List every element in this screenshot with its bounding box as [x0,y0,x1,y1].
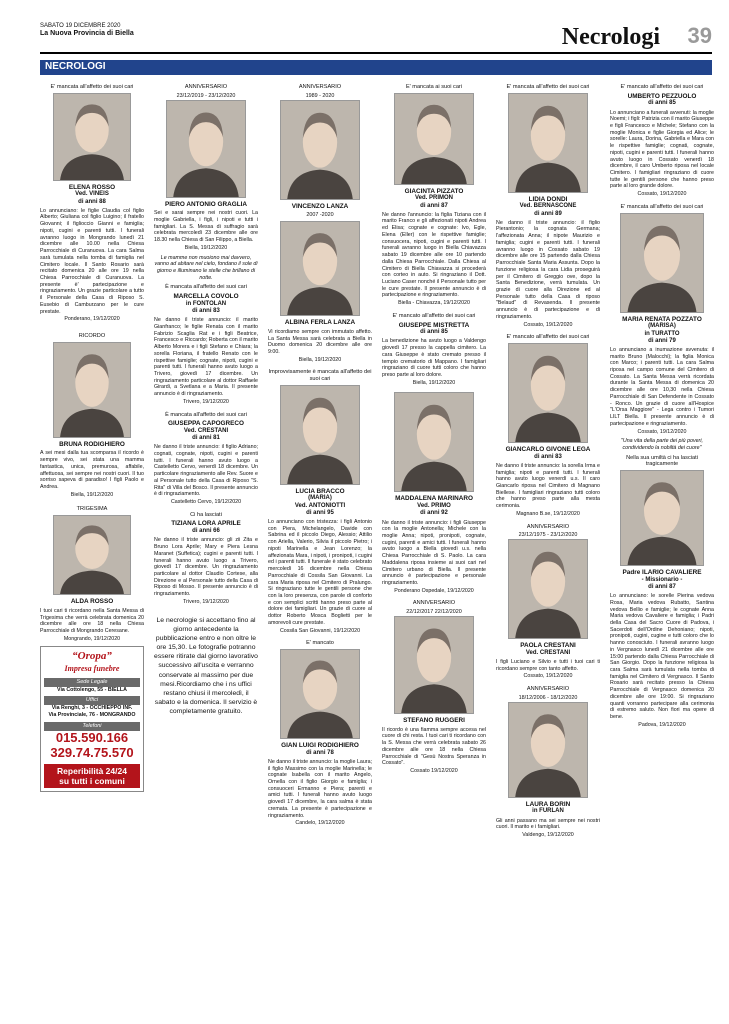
anniversary-dates: 2007 -2020 [306,212,334,219]
notice-text: Ne danno il triste annuncio: i figli Giuseppe con la moglie Antonella; Michele con la moglie Anna; nipoti, pronipoti, cognate, cugini, parenti e amici tutti. I funerali hanno avuto luogo a Biella giovedì u.s. nella Chiesa Parrocchiale di S. Paolo. La cara Maddalena riposa insieme ai suoi cari nel Cimitero urbano di Biella. Il presente annuncio è partecipazione e personale ringraziamento. [382,519,486,586]
anniversary-dates: 22/12/2017 22/12/2020 [406,609,462,616]
ad-address: Via Renghi, 3 - OCCHIEPPO INF. [51,705,133,712]
portrait-photo [508,702,588,798]
caption: Nella sua umiltà ci ha lasciati tragicamente [626,454,698,468]
caption: ANNIVERSARIO [526,686,570,693]
deceased-name: BRUNA RODIGHIERO [59,440,125,448]
deceased-name: STEFANO RUGGERI [403,716,465,724]
deceased-name: MADDALENA MARINARO [395,495,473,503]
caption: E' mancata all'affetto dei suoi cari [620,203,704,210]
deceased-age: di anni 81 [192,435,220,442]
caption: E' mancata all'affetto dei suoi cari [506,84,590,90]
column-4 [382,84,486,775]
section-band: NECROLOGI [40,60,712,75]
deceased-age: di anni 83 [534,453,562,460]
deceased-name: Padre ILARIO CAVALIERE [622,569,702,577]
notice-place-date: Ponderano, 19/12/2020 [64,316,120,323]
caption: ANNIVERSARIO [184,84,228,90]
deceased-name: PAOLA CRESTANI [520,642,576,650]
deceased-age: di anni 85 [648,100,676,107]
section-title: Necrologi [561,24,660,50]
deceased-name: GIAN LUIGI RODIGHIERO [281,741,359,749]
portrait-photo [620,470,704,566]
notice-text: Lo annunciano con tristezza: i figli Antonio con Piera, Michelangelo, Davide con Sabrina ed il piccolo Diego, Alessio; Attilio con Ariella, Valerio, Silvia il piccolo Pietro; i nipoti Marinella e Jean Lorenzo; la affezionata Mara, i nipoti, i pronipoti, i cugini ed i parenti tutti. Il funerale è stato celebrato mercoledì 16 dicembre nella Chiesa Parrocchiale di Cossila San Giovanni. La cara Maria riposa nel Cimitero di Pralungo. Si ringraziano tutte le gentili persone che con la loro presenza, con parole di conforto e con semplici scritti hanno preso parte al dolore dei famigliari. Un grazie di cuore al dottor Roberto Mosca Boglietti per le amorevoli cure prestate. [268,519,372,626]
deceased-subtitle: (MARIA) [308,495,332,502]
caption: E' mancata ai suoi cari [405,84,463,90]
column-5 [496,84,600,839]
notice-place-date: Cossato, 19/12/2020 [523,673,573,680]
notice-text: Gli anni passano ma sei sempre nei nostri cuori. Il marito e i famigliari. [496,817,600,831]
deceased-subtitle: Ved. BERNASCONE [519,203,577,210]
deceased-name: PIERO ANTONIO GRAGLIA [164,200,248,208]
column-3 [268,84,372,827]
deceased-name: TIZIANA LORA APRILE [171,520,241,528]
notice-place-date: Magnano B.se, 19/12/2020 [516,510,580,517]
notice-place-date: Mongrando, 19/12/2020 [63,635,121,642]
notice-text: Ne danno il triste annuncio: gli zii Zita e Bruno Lora Aprile; Mary e Piera Lesna Maranet (Suffetica); cugini e parenti tutti. I funerali hanno avuto luogo a Trivero, giovedì 17 dicembre. Un ringraziamento particolare al dottor Claudio Cortese, alla Direzione e al Personale tutto della Casa di Riposo di Mosso. Il presente annuncio è di ringraziamento. [154,537,258,598]
deceased-subtitle: Ved. CRESTANI [525,649,571,656]
deceased-age: di anni 83 [192,308,220,315]
notice-place-date: Cossato, 19/12/2020 [637,191,687,198]
ad-logo-subtitle: Impresa funebre [64,664,120,674]
deceased-name: LUCIA BRACCO [295,487,345,495]
page-number: 39 [687,23,712,48]
deceased-name: ALBINA FERLA LANZA [284,319,356,327]
portrait-photo [620,213,704,313]
newspaper-name: La Nuova Provincia di Biella [40,30,134,37]
notice-place-date: Biella, 19/12/2020 [298,356,342,363]
ad-heading: Telefoni [44,722,140,731]
deceased-age: di anni 95 [306,509,334,516]
page-header [40,20,712,54]
caption: ANNIVERSARIO [412,600,456,607]
portrait-photo [508,343,588,443]
deceased-subtitle: Ved. CRESTANI [183,427,229,434]
quote: "Una vita della parte dei più poveri, condividendo la nobiltà dei cuore" [621,438,703,451]
notice-place-date: Cossila San Giovanni, 19/12/2020 [279,627,361,634]
portrait-photo [508,539,588,639]
deceased-subtitle: - Missionario - [641,576,683,583]
deceased-name: GIANCARLO GIVONE LEGA [505,445,591,453]
issue-date: SABATO 19 DICEMBRE 2020 [40,23,121,29]
notice-text: Ne danno il triste annuncio: la moglie Laura; il figlio Massimo con la moglie Marinella; le cognate Isabella con il marito Angelo, Ornella con il figlio Giorgio e famiglia; i consuoceri Ermanno e Piera; parenti e amici tutti. I funerali hanno avuto luogo giovedì 17 dicembre, la cara salma è stata cremata. La presente è partecipazione e ringraziamento. [268,758,372,819]
deceased-name: GIUSEPPA CAPOGRECO [168,420,244,428]
notice-place-date: Cossato, 19/12/2020 [523,321,573,328]
notice-place-date: Biella, 19/12/2020 [70,491,114,498]
portrait-photo [394,392,474,492]
caption: Improvvisamente è mancata all'affetto dei suoi cari [268,369,372,383]
portrait-photo [53,515,131,595]
anniversary-dates: 23/12/2019 - 23/12/2020 [176,92,236,99]
notice-text: Sei e sarai sempre nei nostri cuori. La moglie Gabriella, i figli, i nipoti e tutti i famigliari. La S. Messa di suffragio sarà celebrata mercoledì 23 dicembre alle ore 18.30 nella Chiesa di San Filippo, a Biella. [154,210,258,244]
column-2 [154,84,258,716]
caption: RICORDO [78,332,106,339]
caption: ANNIVERSARIO [526,523,570,530]
notice-text: I figli Luciano e Silvio e tutti i tuoi cari ti ricordano sempre con tanto affetto. [496,659,600,672]
deceased-subtitle: in FONTOLAN [185,300,227,307]
notice-place-date: Biella, 19/12/2020 [184,244,228,251]
deceased-name: MARCELLA COVOLO [173,293,239,301]
notice-text: Lo annunciano a funerali avvenuti: la moglie Noemi; i figli: Patrizia con il marito Giuseppe e figli Francesco e Michele; Stefano con la moglie Monica e figlie Giorgia ed Alice; le sorelle: Laura, Dorina, Gabriella e Mara con le rispettive famiglie; cognati, cognate, nipoti, cugini e parenti tutti. I funerali hanno avuto luogo in Cossato venerdì 18 dicembre, il caro Umberto riposa nel locale Cimitero. I famigliari ringraziano di cuore tutte le gentili persone che hanno preso parte al loro grande dolore. [610,109,714,190]
ad-phone: 329.74.75.570 [50,744,134,760]
caption: TRIGESIMA [76,506,108,513]
deceased-age: di anni 85 [420,329,448,336]
deceased-subtitle: in FURLAN [532,808,564,815]
notice-text: Il ricordo è una fiamma sempre accesa nel cuore di chi resta. I tuoi cari ti ricordano con la S. Messa che verrà celebrata sabato 26 dicembre alle ore 18 nella Chiesa Parrocchiale di "Gesù Nostra Speranza in Cossato". [382,726,486,767]
portrait-photo [394,93,474,185]
column-6 [610,84,714,729]
portrait-photo [280,649,360,739]
deceased-name: ALDA ROSSO [70,598,114,606]
caption: E' mancata all'affetto dei suoi cari [50,84,134,90]
ad-heading: Sede Legale [44,678,140,687]
caption: Ci ha lasciati [190,511,222,518]
portrait-photo [394,616,474,714]
portrait-photo [508,93,588,193]
notice-text: Lo annunciano a inumazione avvenuta: il marito Bruno (Malocchi); la figlia Monica con Marco; i parenti tutti. La cara Salma riposa nel campo comune del Cimitero di Cossato. La Santa Messa verrà ricordata durante la Santa Messa di domenica 20 dicembre alle ore 10,30 nella Chiesa Parrocchiale di San Defendente in Cossato - Ronco. Un grazie di cuore all'Hospice "L'Orsa Maggiore" - Lega contro i Tumori LILT Biella. Il presente annuncio è di partecipazione e ringraziamento. [610,346,714,427]
notice-text: Ne danno il triste annuncio: il marito Gianfranco; le figlie Renata con il marito Fabrizio Scaglia Rat e i figli Beatrice, Francesco e Riccardo; Roberta con il marito Alberto Morera e i figli Stefano e Chiara; la sorella Floriana, il fratello Renato con le rispettive famiglie; cognate, nipoti, cugini e parenti tutti. I funerali hanno avuto luogo a Trivero, giovedì 17 dicembre. Un ringraziamento particolare al dottor Raffaele Girardi, a Svetlana e a Maria. Il presente annuncio è di ringraziamento. [154,317,258,398]
notice-place-date: Cossato 19/12/2020 [410,767,458,774]
notice-text: Ne danno l'annuncio: la figlia Tiziana con il marito Franco e gli affezionati nipoti Andrea ed Elisa; cognate e cognate: Ivo, Egle, Elena (Eller) con le rispettive famiglie; consuocera, nipoti, cugini e parenti tutti. I funerali avranno luogo in Biella Chiavazza sabato 19 dicembre alle ore 10 partendo dalla Chiesa Parrocchiale. Dalla Chiesa al Cimitero di Biella Chiavazza si procederà con corteo in auto. Si ringraziano il Dott. Luciano Caser nonché il Personale tutto per le cure prestate. Il presente annuncio è di partecipazione e ringraziamento. [382,211,486,299]
notice-place-date: Castelletto Cervo, 19/12/2020 [170,499,242,506]
deceased-name: GIUSEPPE MISTRETTA [398,321,470,329]
anniversary-dates: 18/12/2006 - 18/12/2020 [518,694,578,701]
deceased-subtitle: Ved. ANTONIOTTI [294,502,346,509]
quote: Le mamme non muoiono mai davvero, vanno ad abitare nel cielo, fondano il sole di giorno e illuminano le stelle che brillano di notte. [154,254,258,281]
notice-text: Ne danno il triste annuncio: la sorella Irma e famiglia; nipoti e parenti tutti. I funerali hanno avuto luogo venerdì u.s. Il caro Giancarlo riposa nel Cimitero di Magnano Biellese. I famigliari ringraziano tutti coloro che hanno preso parte alla mesta cerimonia. [496,462,600,510]
deceased-age: di anni 66 [192,528,220,535]
deceased-name: UMBERTO PEZZUOLO [627,92,697,100]
deceased-age: di anni 92 [420,510,448,517]
caption: E' mancato all'affetto dei suoi cari [506,334,590,341]
portrait-photo [280,221,360,316]
notice-place-date: Biella, 19/12/2020 [412,379,456,386]
deceased-age: di anni 89 [534,210,562,217]
notice-place-date: Padova, 19/12/2020 [638,721,686,728]
portrait-photo [53,342,131,438]
caption: E' mancato all'affetto dei suoi cari [392,312,476,319]
caption: ANNIVERSARIO [298,84,342,90]
notice-place-date: Cossato, 19/12/2020 [637,428,687,435]
ad-availability: Reperibilità 24/24 su tutti i comuni [44,764,140,788]
ad-logo: “Oropa” [72,650,112,663]
portrait-photo [280,385,360,485]
deceased-subtitle: (MARISA) [648,323,676,330]
caption: E' mancato [306,640,334,647]
notice-place-date: Trivero, 19/12/2020 [183,398,229,405]
portrait-photo [166,100,246,198]
deceased-name: LIDIA DONDI [528,195,568,203]
funeral-home-ad [40,646,144,791]
notice-text: A sei mesi dalla tua scomparsa il ricordo è sempre vivo, sei stata una mamma fantastica, unica, premurosa, affabile, affettuosa, sei sempre nei nostri cuori. Il tuo sorriso sapeva di paradiso! I figli Paolo e Andrea. [40,450,144,490]
deceased-subtitle: in TURATTO [644,330,680,337]
deceased-name: LAURA BORIN [525,800,571,808]
notice-text: Lo annunciano: le figlie Claudia col figlio Alberto; Giuliana col figlio Luigino; il fratello Giovanni; il figlioccio Gianni e famiglia; nipoti, cugini e parenti tutti. I funerali avranno luogo in Mongrando lunedì 21 dicembre alle 10.00 nella Chiesa Parrocchiale di Curanuova. La cara Salma sarà tumulata nella tomba di famiglia nel Cimitero locale. Il Santo Rosario sarà recitato domenica 20 alle ore 19 nella Chiesa Parrocchiale di Curanuova. La presente è' partecipazione e ringraziamento. Un grazie particolare a tutto il Personale della Casa di Riposo S. Eusebio di Camburzano per le cure prestate. [40,207,144,315]
portrait-photo [53,93,131,181]
anniversary-dates: 1989 - 2020 [305,92,335,99]
notice-text: Ne danno il triste annuncio: il figlio Pierantonio; la cognata Germana; l'affezionata Anna; il nipote Maurizio e famiglia; cugini e parenti tutti. I funerali avranno luogo in Cossato sabato 19 dicembre alle ore 15 partendo dalla Chiesa Parrocchiale Santa Maria Assunta. Dopo la funzione religiosa la cara Lidia proseguirà per il Cimitero di Greggio ove, dopo la Santa Benedizione, verrà tumulata. Un grazie di cuore alla Direzione ed al Personale tutto della Casa di riposo "Belaud" di Revasenda. Il presente annuncio è di partecipazione e di ringraziamento. [496,219,600,320]
ad-phone: 015.590.166 [55,729,129,745]
notice-text: Vi ricordiamo sempre con immutato affetto. La Santa Messa sarà celebrata a Biella in Duomo domenica 20 dicembre alle ore 9:00. [268,328,372,355]
deceased-age: di anni 87 [648,583,676,590]
notice-text: Ne danno il triste annuncio: il figlio Adriano; cognati, cognate, nipoti, cugini e parenti tutti. I funerali hanno avuto luogo a Castelletto Cervo, venerdì 18 dicembre. Un particolare ringraziamento alle Rev. Suore e al Personale tutto della Casa di Riposo "S. Rita" di Villa del Bosco. Il presente annuncio è di ringraziamento. [154,444,258,498]
ad-address: Via Cottolengo, 55 - BIELLA [57,686,127,693]
notice-text: Lo annunciano: le sorelle Pierina vedova Rosa, Maria vedova Rubatto, Santina vedova Bellio e famiglie; le cognate Anna Maria vedova Cavaliere e famiglia; i Padri della Casa del Sacro Cuore di Padova, i Sacerdoti dell'Ordine Dehoniano; nipoti, pronipoti, cugini, cugine e tutti coloro che lo hanno conosciuto. I funerali avranno luogo in Vergnasco lunedì 21 dicembre alle ore 15:00 partendo dalla Chiesa Parrocchiale di San Giorgio. Dopo la funzione religiosa la cara Salma sarà tumulata nella tomba di famiglia nel Cimitero di Vergnasco. Il Santo Rosario sarà recitato presso la Chiesa Parrocchiale di Vergnasco domenica 20 dicembre alle ore 19:00. Si ringraziano quanti vorranno partecipare alla cerimonia di estremo saluto. Non fiori ma opere di bene. [610,593,714,721]
ad-address: Via Provinciale, 76 - MONGRANDO [48,711,136,718]
notice-place-date: Ponderano Ospedale, 19/12/2020 [394,587,474,594]
caption: È mancata all'affetto dei suoi cari [165,411,247,418]
deceased-age: di anni 78 [306,749,334,756]
deceased-age: di anni 87 [420,202,448,209]
deceased-name: ELENA ROSSO [68,183,116,191]
anniversary-dates: 23/12/1975 - 23/12/2020 [518,532,578,539]
notice-place-date: Biella - Chiavazza, 19/12/2020 [398,300,470,307]
notice-text: I tuoi cari ti ricordano nella Santa Messa di Trigesima che verrà celebrata domenica 20 dicembre alle ore 18 nella Chiesa Parrocchiale di Mongrando Ceresane. [40,607,144,634]
portrait-photo [280,100,360,200]
column-1 [40,84,144,792]
ad-heading: Uffici [44,696,140,705]
notice-place-date: Trivero, 19/12/2020 [183,598,229,605]
deceased-name: VINCENZO LANZA [291,202,349,210]
deceased-age: di anni 79 [648,337,676,344]
publication-notice: Le necrologie si accettano fino al giorno antecedente la pubblicazione entro e non oltre le ore 15,30. Le fotografie potranno essere ritirate dal giorno lavorativo successivo all'uscita e verranno conservate al massimo per due mesi.Ricordiamo che i ns uffici restano chiusi il mercoledì, il sabato e la domenica. Il servizio è completamente gratuito. [154,616,258,716]
deceased-subtitle: Ved. PRIMON [414,195,453,202]
notice-place-date: Candelo, 19/12/2020 [295,820,345,827]
caption: È mancata all'affetto dei suoi cari [165,284,247,291]
deceased-subtitle: Ved. VINEIS [75,191,109,198]
deceased-name: GIACINTA PIZZATO [404,187,464,195]
notice-place-date: Valdengo, 19/12/2020 [522,832,574,839]
deceased-age: di anni 88 [78,198,106,205]
deceased-name: MARIA RENATA POZZATO [622,315,702,323]
caption: E' mancato all'affetto dei suoi cari [620,84,704,90]
notice-text: La benedizione ha avuto luogo a Valdengo giovedì 17 presso la cappella cimitero. La cara Giuseppe è stato cremato presso il tempio crematorio di Mappano. I famigliari ringraziano di cuore tutti coloro che hanno preso parte al loro dolore. [382,338,486,378]
deceased-subtitle: Ved. PRIMO [417,503,451,510]
